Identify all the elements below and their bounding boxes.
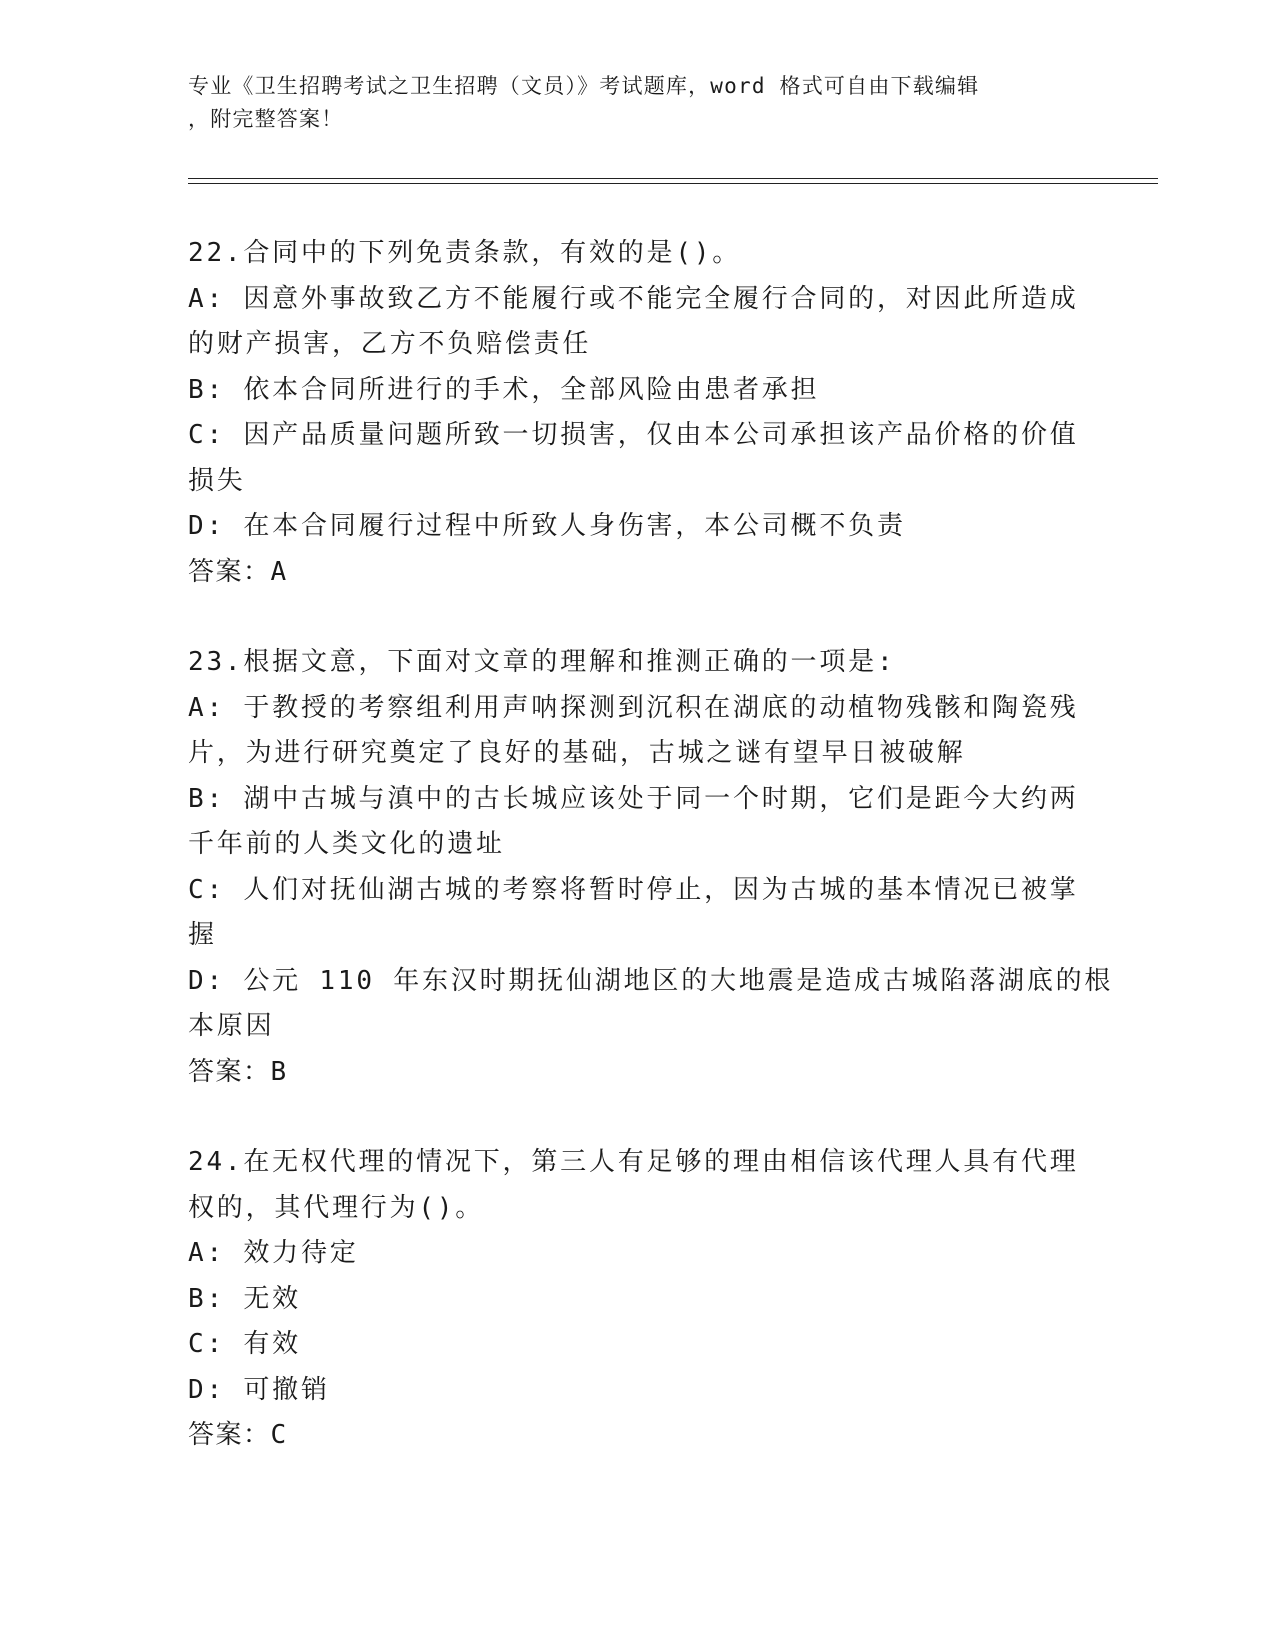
header-line: ，附完整答案！ [188,107,344,131]
question-text: 23.根据文意，下面对文章的理解和推测正确的一项是: [188,647,896,677]
option-a-cont: 的财产损害，乙方不负赔偿责任 [188,329,592,359]
header-divider-top [188,178,1158,179]
answer: 答案：B [188,1056,288,1087]
header-divider-bottom [188,183,1158,184]
option-d: D: 在本合同履行过程中所致人身伤害，本公司概不负责 [188,511,906,541]
option-c: C: 有效 [188,1329,301,1359]
option-c: C: 人们对抚仙湖古城的考察将暂时停止，因为古城的基本情况已被掌 [188,874,1079,905]
answer: 答案：A [188,556,288,587]
option-d: D: 公元 110 年东汉时期抚仙湖地区的大地震是造成古城陷落湖底的根 [188,965,1114,996]
header-line: 专业《卫生招聘考试之卫生招聘（文员）》考试题库，word 格式可自由下载编辑 [188,74,980,98]
option-a: A: 于教授的考察组利用声呐探测到沉积在湖底的动植物残骸和陶瓷残 [188,692,1079,723]
option-b: B: 依本合同所进行的手术，全部风险由患者承担 [188,374,820,405]
option-c-cont: 握 [188,920,217,950]
question-22 [188,231,1088,595]
question-24 [188,1140,1088,1459]
question-list [188,231,1114,1504]
option-b: B: 无效 [188,1283,301,1314]
option-c-cont: 损失 [188,465,246,496]
option-d-cont: 本原因 [188,1011,275,1041]
question-23 [188,640,1114,1095]
option-a-cont: 片，为进行研究奠定了良好的基础，古城之谜有望早日被破解 [188,738,966,768]
question-text-cont: 权的，其代理行为()。 [188,1192,485,1223]
option-b: B: 湖中古城与滇中的古长城应该处于同一个时期，它们是距今大约两 [188,783,1079,814]
answer: 答案：C [188,1420,288,1450]
option-d: D: 可撤销 [188,1374,330,1405]
question-text: 24.在无权代理的情况下，第三人有足够的理由相信该代理人具有代理 [188,1147,1079,1177]
document-header [188,70,1088,136]
question-text: 22.合同中的下列免责条款，有效的是()。 [188,238,742,268]
option-c: C: 因产品质量问题所致一切损害，仅由本公司承担该产品价格的价值 [188,420,1079,450]
option-a: A: 因意外事故致乙方不能履行或不能完全履行合同的，对因此所造成 [188,283,1079,314]
option-b-cont: 千年前的人类文化的遗址 [188,829,505,859]
option-a: A: 效力待定 [188,1238,359,1268]
